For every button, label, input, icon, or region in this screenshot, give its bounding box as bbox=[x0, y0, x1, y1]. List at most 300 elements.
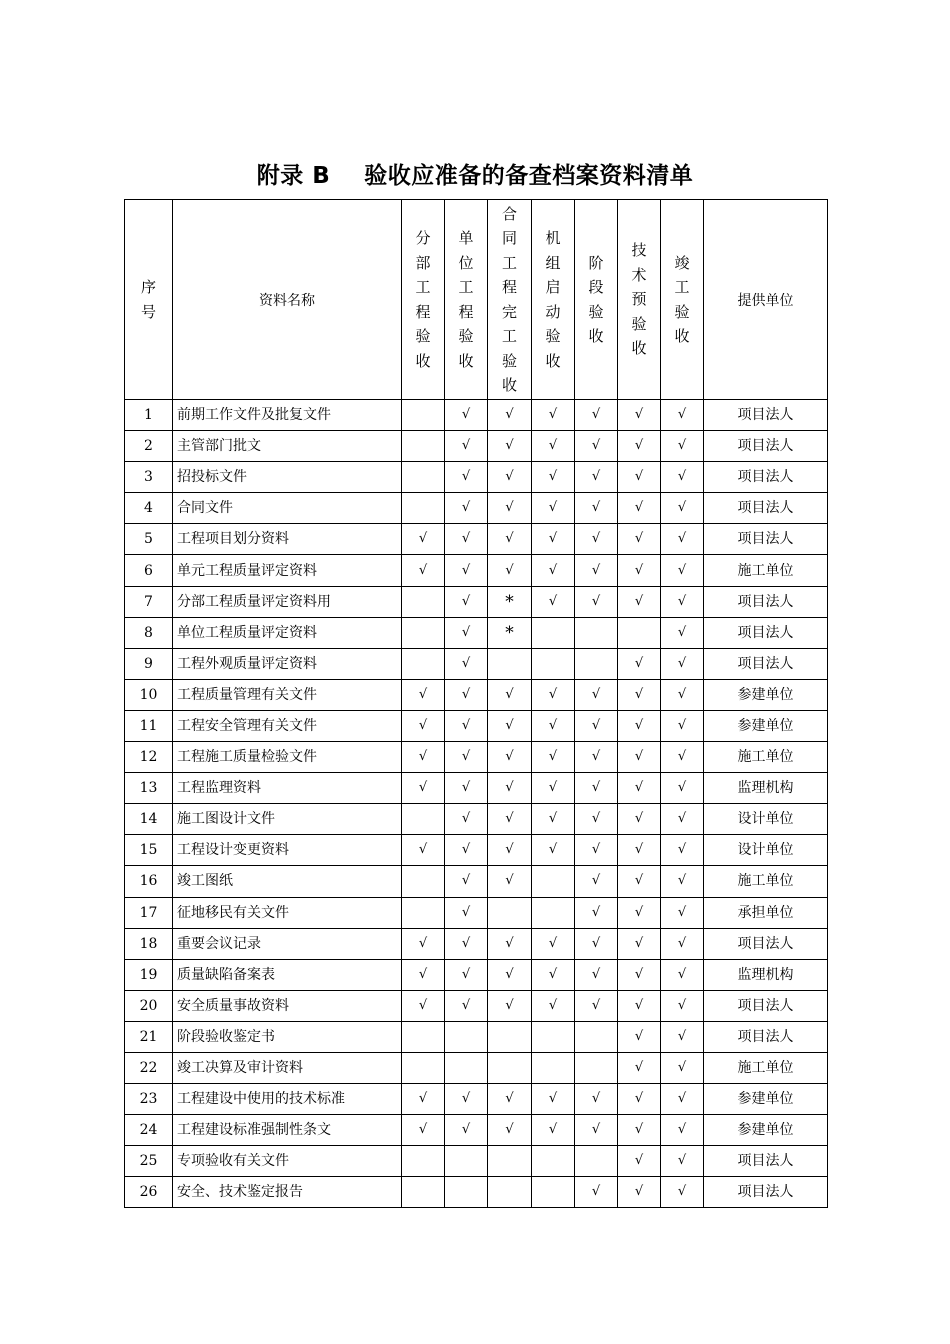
header-char: 工 bbox=[674, 278, 690, 296]
check-mark: √ bbox=[618, 679, 661, 710]
header-char: 程 bbox=[415, 302, 431, 321]
row-number: 5 bbox=[125, 524, 173, 555]
check-mark: √ bbox=[661, 431, 704, 462]
check-mark: √ bbox=[488, 431, 532, 462]
document-name: 重要会议记录 bbox=[173, 928, 402, 959]
provider-unit: 项目法人 bbox=[704, 648, 828, 679]
row-number: 19 bbox=[125, 959, 173, 990]
check-mark: √ bbox=[488, 928, 532, 959]
check-mark: √ bbox=[445, 710, 488, 741]
check-mark: √ bbox=[661, 773, 704, 804]
check-mark: √ bbox=[445, 928, 488, 959]
header-char: 收 bbox=[501, 376, 517, 394]
header-char: 程 bbox=[501, 278, 517, 296]
check-mark: √ bbox=[488, 1115, 532, 1146]
header-char: 部 bbox=[415, 253, 431, 272]
provider-unit: 参建单位 bbox=[704, 710, 828, 741]
provider-unit: 施工单位 bbox=[704, 866, 828, 897]
check-mark: √ bbox=[532, 679, 575, 710]
check-mark: √ bbox=[445, 773, 488, 804]
table-row bbox=[125, 679, 828, 710]
check-mark: √ bbox=[661, 866, 704, 897]
document-name: 安全、技术鉴定报告 bbox=[173, 1177, 402, 1208]
check-mark: √ bbox=[488, 710, 532, 741]
document-name: 工程外观质量评定资料 bbox=[173, 648, 402, 679]
empty-cell bbox=[445, 1021, 488, 1052]
empty-cell bbox=[402, 586, 445, 617]
check-mark: √ bbox=[488, 866, 532, 897]
empty-cell bbox=[402, 897, 445, 928]
provider-unit: 设计单位 bbox=[704, 835, 828, 866]
provider-unit: 参建单位 bbox=[704, 1084, 828, 1115]
header-provider: 提供单位 bbox=[704, 200, 828, 400]
check-mark: √ bbox=[402, 1115, 445, 1146]
table-row bbox=[125, 990, 828, 1021]
check-mark: √ bbox=[445, 835, 488, 866]
check-mark: √ bbox=[575, 400, 618, 431]
table-row bbox=[125, 586, 828, 617]
empty-cell bbox=[532, 1146, 575, 1177]
empty-cell bbox=[532, 617, 575, 648]
check-mark: √ bbox=[618, 1177, 661, 1208]
empty-cell bbox=[402, 1021, 445, 1052]
header-stage-2 bbox=[445, 200, 488, 400]
table-row bbox=[125, 1084, 828, 1115]
empty-cell bbox=[402, 617, 445, 648]
header-char: 验 bbox=[545, 327, 561, 345]
document-name: 主管部门批文 bbox=[173, 431, 402, 462]
row-number: 13 bbox=[125, 773, 173, 804]
check-mark: √ bbox=[532, 462, 575, 493]
empty-cell bbox=[445, 1052, 488, 1083]
check-mark: √ bbox=[532, 835, 575, 866]
empty-cell bbox=[402, 400, 445, 431]
provider-unit: 项目法人 bbox=[704, 462, 828, 493]
check-mark: √ bbox=[445, 1115, 488, 1146]
asterisk-mark: * bbox=[488, 586, 532, 617]
table-row bbox=[125, 617, 828, 648]
empty-cell bbox=[488, 1177, 532, 1208]
empty-cell bbox=[488, 897, 532, 928]
table-row bbox=[125, 648, 828, 679]
provider-unit: 项目法人 bbox=[704, 1177, 828, 1208]
document-name: 工程项目划分资料 bbox=[173, 524, 402, 555]
provider-unit: 监理机构 bbox=[704, 773, 828, 804]
empty-cell bbox=[402, 431, 445, 462]
header-char: 单 bbox=[458, 229, 474, 247]
table-row bbox=[125, 866, 828, 897]
header-char: 竣 bbox=[674, 253, 690, 272]
header-char: 动 bbox=[545, 302, 561, 321]
check-mark: √ bbox=[575, 524, 618, 555]
table-row bbox=[125, 1177, 828, 1208]
table-row bbox=[125, 1115, 828, 1146]
check-mark: √ bbox=[488, 990, 532, 1021]
row-number: 17 bbox=[125, 897, 173, 928]
check-mark: √ bbox=[618, 1084, 661, 1115]
check-mark: √ bbox=[445, 742, 488, 773]
header-char: 验 bbox=[674, 302, 690, 321]
empty-cell bbox=[532, 866, 575, 897]
header-char: 机 bbox=[545, 229, 561, 247]
row-number: 9 bbox=[125, 648, 173, 679]
check-mark: √ bbox=[532, 493, 575, 524]
empty-cell bbox=[532, 1177, 575, 1208]
check-mark: √ bbox=[488, 835, 532, 866]
document-name: 工程质量管理有关文件 bbox=[173, 679, 402, 710]
row-number: 25 bbox=[125, 1146, 173, 1177]
table-row bbox=[125, 462, 828, 493]
empty-cell bbox=[532, 1021, 575, 1052]
check-mark: √ bbox=[402, 959, 445, 990]
check-mark: √ bbox=[618, 493, 661, 524]
check-mark: √ bbox=[402, 1084, 445, 1115]
header-char: 号 bbox=[140, 302, 156, 321]
provider-unit: 项目法人 bbox=[704, 493, 828, 524]
header-char: 收 bbox=[415, 351, 431, 370]
check-mark: √ bbox=[661, 648, 704, 679]
row-number: 20 bbox=[125, 990, 173, 1021]
table-row bbox=[125, 710, 828, 741]
table-row bbox=[125, 1146, 828, 1177]
row-number: 1 bbox=[125, 400, 173, 431]
check-mark: √ bbox=[445, 866, 488, 897]
check-mark: √ bbox=[488, 804, 532, 835]
check-mark: √ bbox=[618, 586, 661, 617]
row-number: 8 bbox=[125, 617, 173, 648]
table-row bbox=[125, 1021, 828, 1052]
empty-cell bbox=[402, 866, 445, 897]
check-mark: √ bbox=[618, 431, 661, 462]
document-name: 招投标文件 bbox=[173, 462, 402, 493]
provider-unit: 项目法人 bbox=[704, 431, 828, 462]
table-row bbox=[125, 400, 828, 431]
check-mark: √ bbox=[661, 990, 704, 1021]
table-row bbox=[125, 928, 828, 959]
table-row bbox=[125, 555, 828, 586]
check-mark: √ bbox=[661, 462, 704, 493]
header-char: 术 bbox=[631, 265, 647, 284]
check-mark: √ bbox=[488, 524, 532, 555]
document-name: 合同文件 bbox=[173, 493, 402, 524]
check-mark: √ bbox=[402, 679, 445, 710]
check-mark: √ bbox=[445, 431, 488, 462]
table-row bbox=[125, 897, 828, 928]
provider-unit: 施工单位 bbox=[704, 555, 828, 586]
header-char: 分 bbox=[415, 229, 431, 247]
row-number: 2 bbox=[125, 431, 173, 462]
check-mark: √ bbox=[618, 648, 661, 679]
header-row bbox=[125, 200, 828, 400]
header-char: 收 bbox=[458, 351, 474, 370]
check-mark: √ bbox=[661, 679, 704, 710]
empty-cell bbox=[488, 1052, 532, 1083]
check-mark: √ bbox=[445, 959, 488, 990]
check-mark: √ bbox=[575, 742, 618, 773]
check-mark: √ bbox=[661, 1115, 704, 1146]
check-mark: √ bbox=[618, 773, 661, 804]
document-name: 安全质量事故资料 bbox=[173, 990, 402, 1021]
check-mark: √ bbox=[661, 493, 704, 524]
document-name: 分部工程质量评定资料用 bbox=[173, 586, 402, 617]
provider-unit: 项目法人 bbox=[704, 617, 828, 648]
document-name: 工程施工质量检验文件 bbox=[173, 742, 402, 773]
header-char: 收 bbox=[588, 327, 604, 345]
check-mark: √ bbox=[402, 710, 445, 741]
empty-cell bbox=[402, 1052, 445, 1083]
document-name: 工程设计变更资料 bbox=[173, 835, 402, 866]
header-stage-4 bbox=[532, 200, 575, 400]
document-name: 征地移民有关文件 bbox=[173, 897, 402, 928]
row-number: 23 bbox=[125, 1084, 173, 1115]
row-number: 21 bbox=[125, 1021, 173, 1052]
table-body bbox=[125, 400, 828, 1208]
check-mark: √ bbox=[618, 990, 661, 1021]
check-mark: √ bbox=[618, 1021, 661, 1052]
provider-unit: 项目法人 bbox=[704, 1146, 828, 1177]
check-mark: √ bbox=[661, 804, 704, 835]
check-mark: √ bbox=[618, 400, 661, 431]
check-mark: √ bbox=[618, 897, 661, 928]
check-mark: √ bbox=[618, 524, 661, 555]
check-mark: √ bbox=[445, 617, 488, 648]
check-mark: √ bbox=[575, 773, 618, 804]
row-number: 24 bbox=[125, 1115, 173, 1146]
row-number: 26 bbox=[125, 1177, 173, 1208]
empty-cell bbox=[532, 1052, 575, 1083]
check-mark: √ bbox=[618, 928, 661, 959]
check-mark: √ bbox=[532, 773, 575, 804]
empty-cell bbox=[488, 648, 532, 679]
check-mark: √ bbox=[575, 431, 618, 462]
check-mark: √ bbox=[532, 400, 575, 431]
check-mark: √ bbox=[488, 400, 532, 431]
empty-cell bbox=[575, 617, 618, 648]
document-name: 工程安全管理有关文件 bbox=[173, 710, 402, 741]
check-mark: √ bbox=[532, 524, 575, 555]
document-name: 工程监理资料 bbox=[173, 773, 402, 804]
header-char: 位 bbox=[458, 253, 474, 272]
header-char: 工 bbox=[501, 327, 517, 345]
check-mark: √ bbox=[445, 493, 488, 524]
check-mark: √ bbox=[488, 679, 532, 710]
check-mark: √ bbox=[488, 1084, 532, 1115]
document-name: 单元工程质量评定资料 bbox=[173, 555, 402, 586]
check-mark: √ bbox=[575, 1177, 618, 1208]
archive-checklist-table bbox=[124, 199, 828, 1208]
check-mark: √ bbox=[445, 648, 488, 679]
row-number: 12 bbox=[125, 742, 173, 773]
check-mark: √ bbox=[445, 400, 488, 431]
check-mark: √ bbox=[661, 897, 704, 928]
check-mark: √ bbox=[445, 586, 488, 617]
check-mark: √ bbox=[532, 555, 575, 586]
table-row bbox=[125, 959, 828, 990]
header-char: 工 bbox=[501, 253, 517, 272]
header-char: 段 bbox=[588, 278, 604, 296]
row-number: 16 bbox=[125, 866, 173, 897]
row-number: 4 bbox=[125, 493, 173, 524]
check-mark: √ bbox=[661, 617, 704, 648]
row-number: 22 bbox=[125, 1052, 173, 1083]
check-mark: √ bbox=[618, 835, 661, 866]
header-char: 序 bbox=[140, 278, 156, 296]
check-mark: √ bbox=[532, 742, 575, 773]
empty-cell bbox=[575, 1146, 618, 1177]
check-mark: √ bbox=[445, 555, 488, 586]
provider-unit: 参建单位 bbox=[704, 679, 828, 710]
header-char: 技 bbox=[631, 241, 647, 260]
table-row bbox=[125, 773, 828, 804]
provider-unit: 项目法人 bbox=[704, 928, 828, 959]
check-mark: √ bbox=[445, 524, 488, 555]
check-mark: √ bbox=[618, 1146, 661, 1177]
row-number: 18 bbox=[125, 928, 173, 959]
check-mark: √ bbox=[532, 586, 575, 617]
check-mark: √ bbox=[575, 804, 618, 835]
check-mark: √ bbox=[575, 1115, 618, 1146]
document-name: 质量缺陷备案表 bbox=[173, 959, 402, 990]
document-name: 专项验收有关文件 bbox=[173, 1146, 402, 1177]
check-mark: √ bbox=[402, 524, 445, 555]
check-mark: √ bbox=[661, 400, 704, 431]
check-mark: √ bbox=[661, 1084, 704, 1115]
check-mark: √ bbox=[661, 1021, 704, 1052]
empty-cell bbox=[402, 493, 445, 524]
check-mark: √ bbox=[402, 835, 445, 866]
provider-unit: 承担单位 bbox=[704, 897, 828, 928]
check-mark: √ bbox=[532, 928, 575, 959]
document-name: 竣工决算及审计资料 bbox=[173, 1052, 402, 1083]
check-mark: √ bbox=[532, 959, 575, 990]
provider-unit: 项目法人 bbox=[704, 1021, 828, 1052]
check-mark: √ bbox=[618, 710, 661, 741]
check-mark: √ bbox=[445, 679, 488, 710]
table-row bbox=[125, 1052, 828, 1083]
document-name: 施工图设计文件 bbox=[173, 804, 402, 835]
check-mark: √ bbox=[488, 773, 532, 804]
header-char: 工 bbox=[415, 278, 431, 296]
check-mark: √ bbox=[661, 555, 704, 586]
check-mark: √ bbox=[488, 462, 532, 493]
check-mark: √ bbox=[575, 493, 618, 524]
document-name: 工程建设标准强制性条文 bbox=[173, 1115, 402, 1146]
empty-cell bbox=[575, 1021, 618, 1052]
row-number: 7 bbox=[125, 586, 173, 617]
provider-unit: 项目法人 bbox=[704, 400, 828, 431]
header-char: 收 bbox=[631, 339, 647, 358]
empty-cell bbox=[445, 1146, 488, 1177]
check-mark: √ bbox=[575, 928, 618, 959]
check-mark: √ bbox=[402, 773, 445, 804]
check-mark: √ bbox=[618, 804, 661, 835]
check-mark: √ bbox=[445, 990, 488, 1021]
document-name: 竣工图纸 bbox=[173, 866, 402, 897]
check-mark: √ bbox=[661, 1177, 704, 1208]
table-row bbox=[125, 524, 828, 555]
check-mark: √ bbox=[445, 804, 488, 835]
check-mark: √ bbox=[575, 555, 618, 586]
check-mark: √ bbox=[575, 462, 618, 493]
check-mark: √ bbox=[661, 1146, 704, 1177]
check-mark: √ bbox=[575, 990, 618, 1021]
header-char: 完 bbox=[501, 302, 517, 321]
header-char: 程 bbox=[458, 302, 474, 321]
header-char: 合 bbox=[501, 204, 517, 223]
check-mark: √ bbox=[618, 555, 661, 586]
table-row bbox=[125, 742, 828, 773]
check-mark: √ bbox=[575, 897, 618, 928]
provider-unit: 参建单位 bbox=[704, 1115, 828, 1146]
check-mark: √ bbox=[488, 493, 532, 524]
check-mark: √ bbox=[532, 710, 575, 741]
row-number: 6 bbox=[125, 555, 173, 586]
provider-unit: 项目法人 bbox=[704, 586, 828, 617]
check-mark: √ bbox=[661, 524, 704, 555]
document-name: 工程建设中使用的技术标准 bbox=[173, 1084, 402, 1115]
check-mark: √ bbox=[661, 959, 704, 990]
check-mark: √ bbox=[445, 897, 488, 928]
check-mark: √ bbox=[661, 835, 704, 866]
header-char: 验 bbox=[501, 351, 517, 370]
header-char: 验 bbox=[588, 302, 604, 321]
check-mark: √ bbox=[618, 462, 661, 493]
check-mark: √ bbox=[532, 431, 575, 462]
header-stage-1 bbox=[402, 200, 445, 400]
check-mark: √ bbox=[445, 462, 488, 493]
header-char: 同 bbox=[501, 229, 517, 247]
empty-cell bbox=[575, 648, 618, 679]
check-mark: √ bbox=[575, 959, 618, 990]
check-mark: √ bbox=[575, 586, 618, 617]
check-mark: √ bbox=[488, 742, 532, 773]
header-stage-6 bbox=[618, 200, 661, 400]
document-name: 单位工程质量评定资料 bbox=[173, 617, 402, 648]
empty-cell bbox=[575, 1052, 618, 1083]
check-mark: √ bbox=[402, 742, 445, 773]
table-row bbox=[125, 804, 828, 835]
empty-cell bbox=[402, 1177, 445, 1208]
check-mark: √ bbox=[575, 1084, 618, 1115]
row-number: 15 bbox=[125, 835, 173, 866]
check-mark: √ bbox=[618, 959, 661, 990]
check-mark: √ bbox=[488, 555, 532, 586]
provider-unit: 项目法人 bbox=[704, 990, 828, 1021]
provider-unit: 施工单位 bbox=[704, 742, 828, 773]
check-mark: √ bbox=[532, 990, 575, 1021]
check-mark: √ bbox=[532, 1115, 575, 1146]
header-char: 收 bbox=[674, 327, 690, 345]
header-char: 组 bbox=[545, 253, 561, 272]
check-mark: √ bbox=[618, 1052, 661, 1083]
empty-cell bbox=[402, 804, 445, 835]
check-mark: √ bbox=[618, 866, 661, 897]
check-mark: √ bbox=[575, 866, 618, 897]
table-row bbox=[125, 493, 828, 524]
header-stage-3 bbox=[488, 200, 532, 400]
check-mark: √ bbox=[575, 679, 618, 710]
empty-cell bbox=[532, 648, 575, 679]
provider-unit: 设计单位 bbox=[704, 804, 828, 835]
check-mark: √ bbox=[445, 1084, 488, 1115]
table-row bbox=[125, 835, 828, 866]
check-mark: √ bbox=[661, 742, 704, 773]
header-char: 预 bbox=[631, 290, 647, 309]
header-char: 验 bbox=[631, 314, 647, 333]
header-name: 资料名称 bbox=[173, 200, 402, 400]
row-number: 11 bbox=[125, 710, 173, 741]
check-mark: √ bbox=[575, 835, 618, 866]
